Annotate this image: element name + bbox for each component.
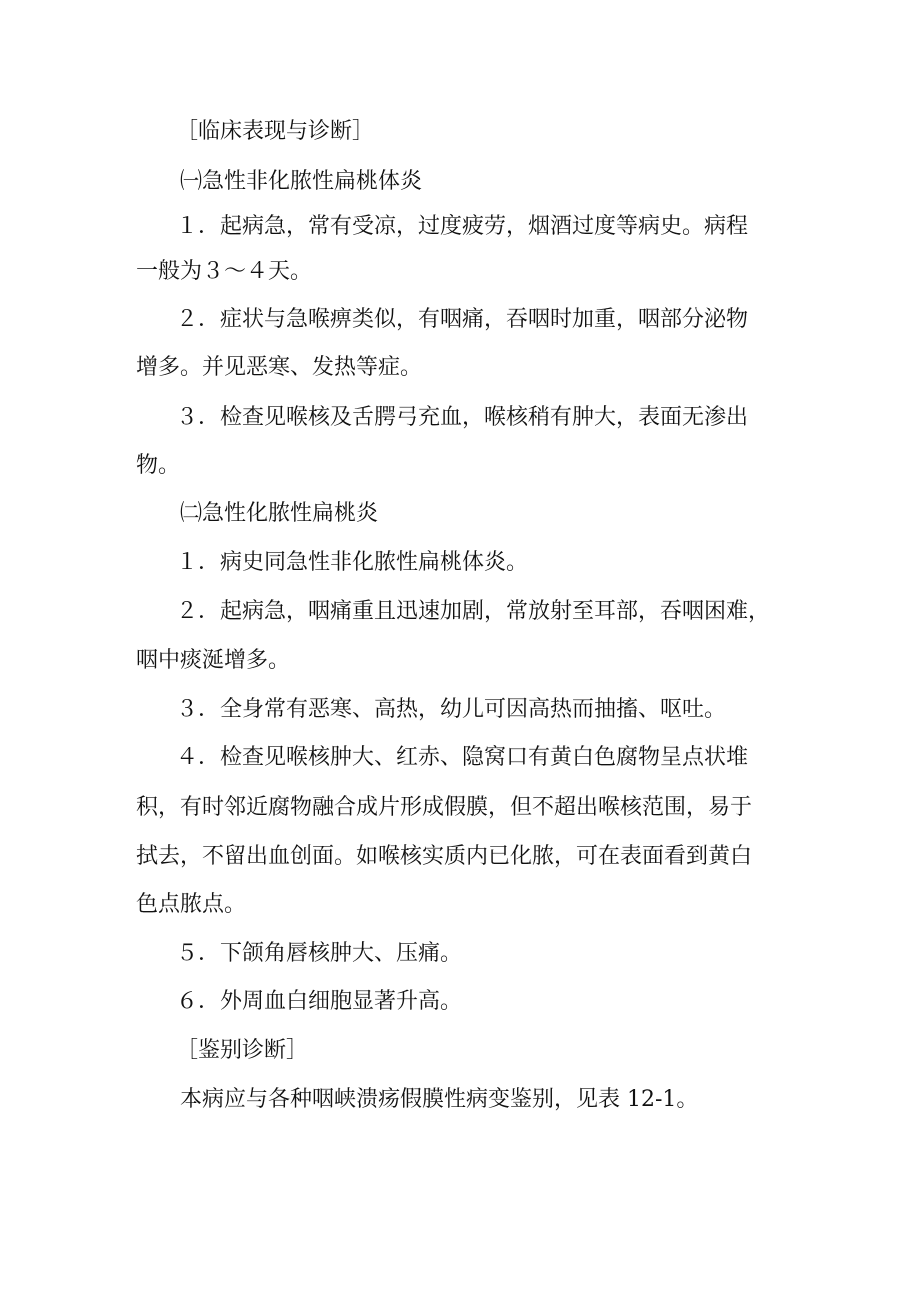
section-heading-differential: ［鉴别诊断］ [176,1038,309,1063]
paragraph-line: ５．下颌角唇核肿大、压痛。 [176,941,463,966]
paragraph-line: ３．全身常有恶寒、高热，幼儿可因高热而抽搐、呕吐。 [176,697,727,722]
paragraph-line: ２．起病急，咽痛重且迅速加剧，常放射至耳部，吞咽困难， [176,599,771,624]
paragraph-line: １．病史同急性非化脓性扁桃体炎。 [176,550,529,575]
subsection-title-1: ㈠急性非化脓性扁桃体炎 [180,169,423,194]
paragraph-line: 咽中痰涎增多。 [136,648,291,673]
paragraph-line: ２．症状与急喉痹类似，有咽痛，吞咽时加重，咽部分泌物 [176,307,749,332]
paragraph-line: 色点脓点。 [136,892,247,917]
paragraph-line: 增多。并见恶寒、发热等症。 [136,355,423,380]
paragraph-line: 物。 [136,453,181,478]
paragraph-line: 拭去，不留出血创面。如喉核实质内已化脓，可在表面看到黄白 [136,844,753,869]
subsection-title-2: ㈡急性化脓性扁桃炎 [180,501,379,526]
paragraph-line: ４．检查见喉核肿大、红赤、隐窝口有黄白色腐物呈点状堆 [176,745,749,770]
paragraph-line: ３．检查见喉核及舌腭弓充血，喉核稍有肿大，表面无渗出 [176,405,749,430]
paragraph-line: ６．外周血白细胞显著升高。 [176,989,463,1014]
paragraph-line: １．起病急，常有受凉，过度疲劳，烟酒过度等病史。病程 [176,214,749,239]
paragraph-line: 一般为３～４天。 [136,259,313,284]
paragraph-line: 本病应与各种咽峡溃疡假膜性病变鉴别，见表 12-1。 [180,1087,699,1112]
section-heading-clinical: ［临床表现与诊断］ [176,119,375,144]
paragraph-line: 积，有时邻近腐物融合成片形成假膜，但不超出喉核范围，易于 [136,795,753,820]
